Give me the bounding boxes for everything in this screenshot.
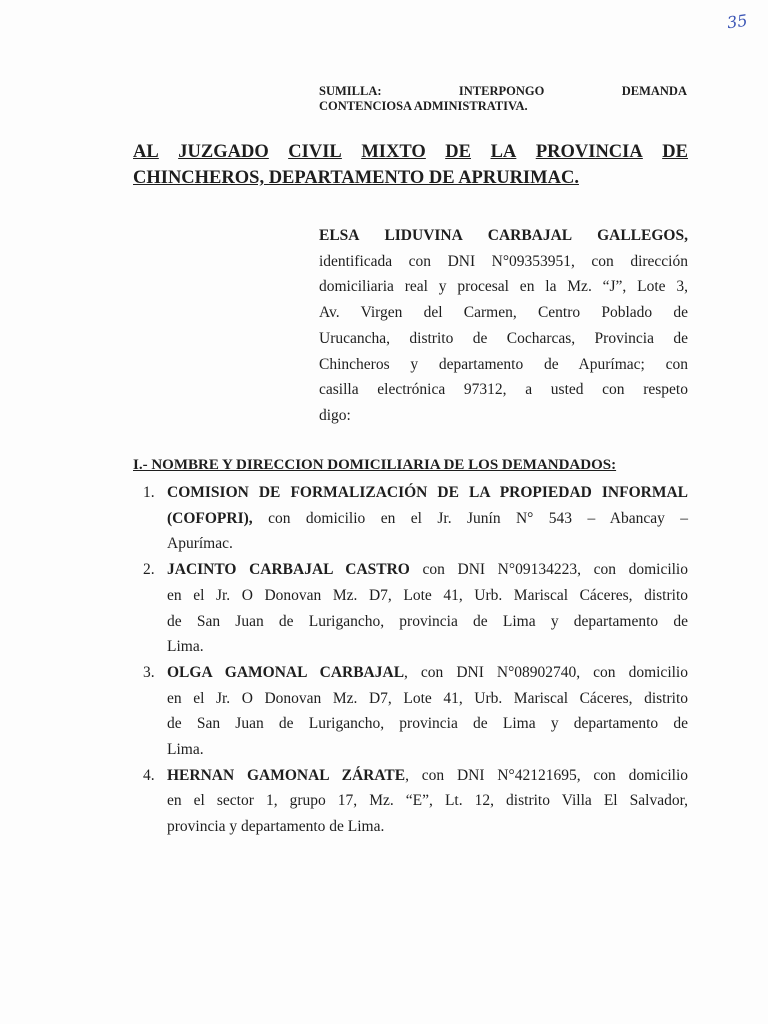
plaintiff-text-line: Chincheros y departamento de Apurímac; con	[319, 355, 688, 373]
defendant-line	[167, 557, 688, 583]
defendant-line	[167, 506, 688, 532]
defendant-line: Lima.	[167, 741, 204, 759]
plaintiff-name-word: CARBAJAL	[487, 227, 573, 244]
defendant-line: en el sector 1, grupo 17, Mz. “E”, Lt. 12, distrito Villa El Salvador,	[167, 792, 688, 810]
defendant-name-cont: (COFOPRI),	[167, 509, 253, 527]
defendant-item	[133, 480, 688, 557]
defendant-line	[167, 480, 688, 506]
defendant-text: , con DNI N°42121695, con domicilio	[405, 766, 688, 784]
defendant-name: HERNAN GAMONAL ZÁRATE	[167, 766, 406, 784]
defendant-line: de San Juan de Lurigancho, provincia de Lima y departamento de	[167, 715, 688, 733]
defendant-text: , con DNI N°08902740, con domicilio	[404, 663, 688, 681]
defendants-list	[133, 480, 688, 840]
court-title-word: LA	[490, 142, 517, 162]
section-heading-defendants: I.- NOMBRE Y DIRECCION DOMICILIARIA DE LOS DEMANDADOS:	[133, 457, 617, 473]
defendant-item	[133, 660, 688, 763]
court-title-word: JUZGADO	[178, 142, 269, 162]
sumilla-word-demanda: DEMANDA	[621, 84, 687, 98]
list-number: 1.	[143, 484, 155, 501]
defendant-item	[133, 763, 688, 840]
court-title-line2: CHINCHEROS, DEPARTAMENTO DE APRURIMAC.	[133, 168, 579, 188]
plaintiff-text-line: casilla electrónica 97312, a usted con respeto	[319, 381, 688, 399]
plaintiff-block	[319, 223, 688, 429]
list-number: 4.	[143, 766, 155, 784]
handwritten-page-number: 35	[725, 10, 749, 33]
defendant-text: con DNI N°09134223, con domicilio	[422, 561, 688, 579]
plaintiff-text-line: Av. Virgen del Carmen, Centro Poblado de	[319, 304, 688, 322]
defendant-line: Apurímac.	[167, 535, 233, 553]
sumilla-word-interpongo: INTERPONGO	[458, 84, 545, 98]
plaintiff-name	[319, 223, 688, 249]
defendant-text: con domicilio en el Jr. Junín N° 543 – Abancay –	[268, 509, 689, 527]
defendant-line: en el Jr. O Donovan Mz. D7, Lote 41, Urb. Mariscal Cáceres, distrito	[167, 586, 688, 604]
defendant-name: JACINTO CARBAJAL CASTRO	[167, 561, 410, 579]
defendant-name: OLGA GAMONAL CARBAJAL	[167, 663, 405, 681]
court-title-word: PROVINCIA	[535, 142, 643, 162]
defendant-line: Lima.	[167, 638, 204, 656]
court-title-word: AL	[133, 142, 159, 162]
defendant-item	[133, 557, 688, 660]
sumilla-line2: CONTENCIOSA ADMINISTRATIVA.	[319, 99, 528, 113]
defendant-line: en el Jr. O Donovan Mz. D7, Lote 41, Urb. Mariscal Cáceres, distrito	[167, 689, 688, 707]
plaintiff-text-line: digo:	[319, 406, 351, 424]
plaintiff-name-word: ELSA	[319, 227, 360, 244]
court-title-word: MIXTO	[361, 142, 426, 162]
sumilla-block	[319, 84, 687, 114]
plaintiff-text-line: identificada con DNI N°09353951, con dirección	[319, 252, 688, 270]
court-title-word: DE	[445, 142, 471, 162]
court-title-word: CIVIL	[288, 142, 342, 162]
defendant-name: COMISION DE FORMALIZACIÓN DE LA PROPIEDAD INFORMAL	[167, 484, 688, 501]
defendant-line: de San Juan de Lurigancho, provincia de Lima y departamento de	[167, 612, 688, 630]
plaintiff-name-word: LIDUVINA	[384, 227, 463, 244]
sumilla-label: SUMILLA:	[319, 84, 382, 98]
plaintiff-name-word: GALLEGOS,	[597, 227, 688, 244]
defendant-line	[167, 763, 688, 789]
court-title-word: DE	[662, 142, 688, 162]
defendant-line: provincia y departamento de Lima.	[167, 818, 385, 836]
plaintiff-text-line: Urucancha, distrito de Cocharcas, Provincia de	[319, 329, 688, 347]
defendant-line	[167, 660, 688, 686]
court-addressee-title	[133, 139, 688, 191]
list-number: 3.	[143, 663, 155, 681]
court-title-line1	[133, 139, 688, 165]
list-number: 2.	[143, 561, 155, 579]
plaintiff-text-line: domiciliaria real y procesal en la Mz. “J”, Lote 3,	[319, 278, 688, 296]
